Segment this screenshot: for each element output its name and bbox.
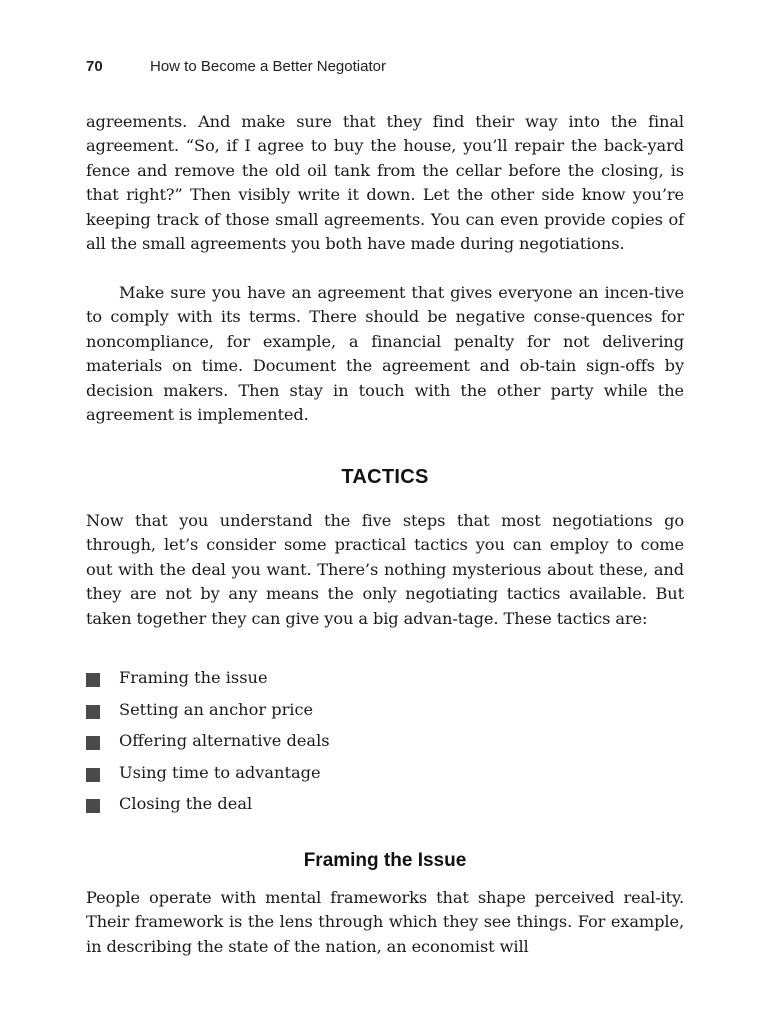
page-number: 70 — [86, 58, 103, 75]
list-item — [86, 794, 330, 826]
list-item — [86, 700, 330, 732]
square-bullet-icon — [86, 799, 100, 813]
list-item-label: Setting an anchor price — [119, 699, 314, 719]
list-item — [86, 731, 330, 763]
paragraph-agreements — [86, 110, 684, 256]
list-item-label: Framing the issue — [119, 668, 268, 687]
paragraph-tactics-intro — [86, 509, 684, 631]
list-item-label: Offering alternative deals — [119, 731, 330, 751]
paragraph-mental-frameworks — [86, 886, 684, 959]
paragraph-text: Make sure you have an agreement that gives everyone an incen-tive to comply with its terms. There should be negative conse-quences for noncompliance, for example, a financial penalty for not delivering materials on time. Document the agreement and ob-tain sign-offs by decision makers. Then stay in touch with the other party while the agreement is implemented. — [86, 283, 684, 425]
subsection-heading-framing: Framing the Issue — [303, 850, 467, 871]
tactics-list — [86, 668, 330, 826]
list-item — [86, 763, 330, 795]
book-title: How to Become a Better Negotiator — [150, 58, 386, 75]
paragraph-text: agreements. And make sure that they find their way into the final agreement. “So, if I agree to buy the house, you’ll repair the back-yard fence and remove the old oil tank from the cellar before the closing, is that right?” Then visibly write it down. Let the other side know you’re keeping track of those small agreements. You can even provide copies of all the small agreements you both have made during negotiations. — [86, 112, 684, 254]
paragraph-text: Now that you understand the five steps that most negotiations go through, let’s consider some practical tactics you can employ to come out with the deal you want. There’s nothing mysterious about these, and they are not by any means the only negotiating tactics available. But taken together they can give you a big advan-tage. These tactics are: — [86, 511, 684, 628]
square-bullet-icon — [86, 673, 100, 687]
square-bullet-icon — [86, 736, 100, 750]
running-head — [86, 58, 386, 75]
paragraph-text: People operate with mental frameworks that shape perceived real-ity. Their framework is the lens through which they see things. For example, in describing the state of the nation, an economist will — [86, 888, 684, 956]
section-heading-tactics: TACTICS — [341, 466, 429, 488]
paragraph-incentive — [86, 281, 684, 427]
square-bullet-icon — [86, 768, 100, 782]
list-item — [86, 668, 330, 700]
list-item-label: Using time to advantage — [119, 762, 321, 782]
square-bullet-icon — [86, 705, 100, 719]
list-item-label: Closing the deal — [119, 794, 253, 814]
